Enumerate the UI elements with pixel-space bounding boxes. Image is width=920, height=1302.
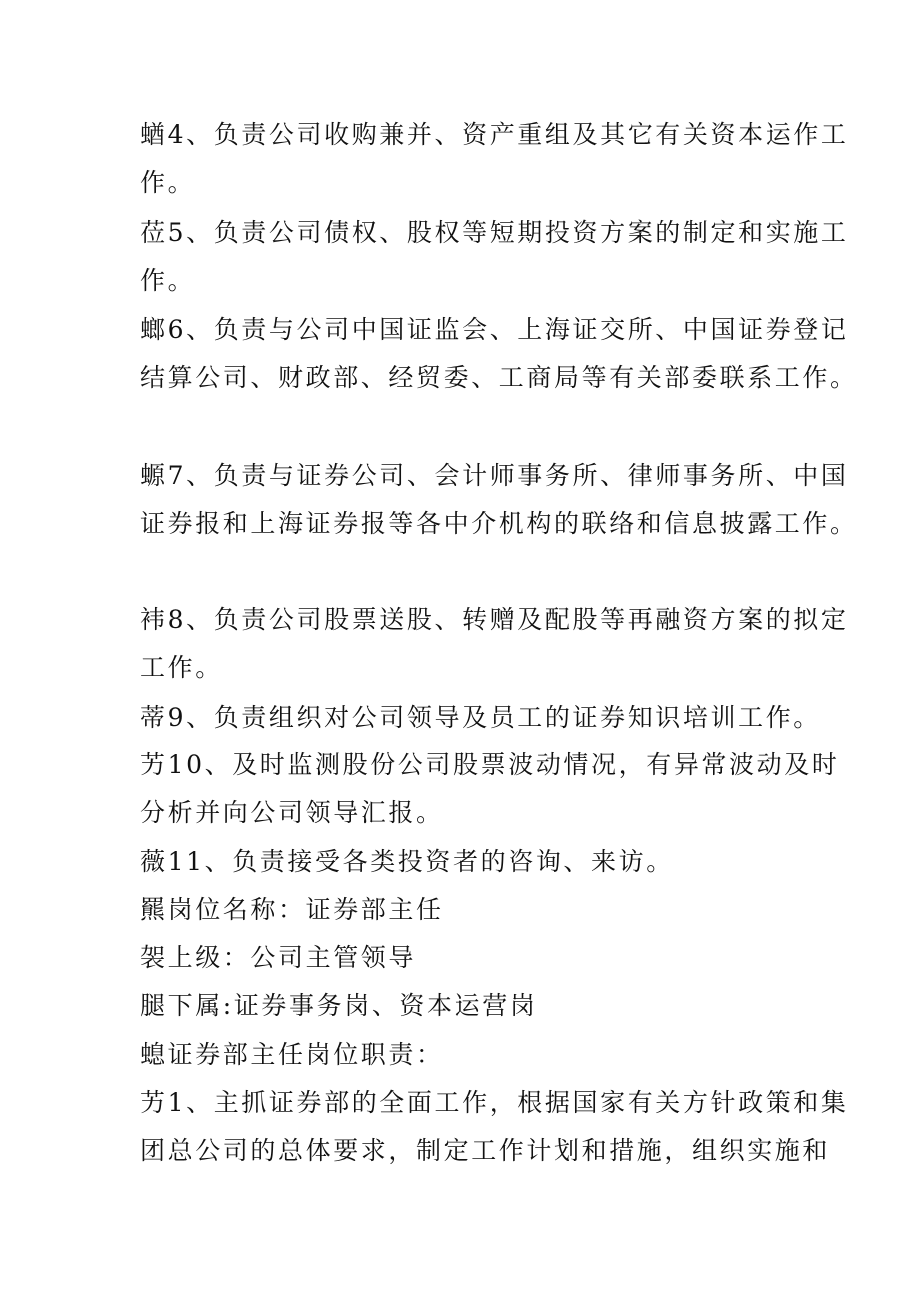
text-line-2: 作。 — [140, 168, 196, 197]
text-line-9: 袆8、负责公司股票送股、转赠及配股等再融资方案的拟定 — [140, 605, 849, 634]
text-line-8: 证券报和上海证券报等各中介机构的联络和信息披露工作。 — [140, 509, 858, 538]
text-line-7: 螈7、负责与证券公司、会计师事务所、律师事务所、中国 — [140, 461, 849, 490]
text-line-17: 腿下属:证券事务岗、资本运营岗 — [140, 991, 538, 1020]
text-line-6: 结算公司、财政部、经贸委、工商局等有关部委联系工作。 — [140, 363, 858, 392]
text-line-1: 蝤4、负责公司收购兼并、资产重组及其它有关资本运作工 — [140, 120, 849, 149]
text-line-19: 艻1、主抓证券部的全面工作，根据国家有关方针政策和集 — [140, 1088, 849, 1117]
text-line-12: 艻10、及时监测股份公司股票波动情况，有异常波动及时 — [140, 750, 840, 779]
text-line-11: 蒂9、负责组织对公司领导及员工的证券知识培训工作。 — [140, 703, 821, 732]
text-line-20: 团总公司的总体要求，制定工作计划和措施，组织实施和 — [140, 1136, 831, 1165]
text-line-13: 分析并向公司领导汇报。 — [140, 798, 444, 827]
text-line-18: 螅证券部主任岗位职责： — [140, 1040, 444, 1069]
text-line-15: 羆岗位名称：证券部主任 — [140, 895, 444, 924]
text-line-5: 螂6、负责与公司中国证监会、上海证交所、中国证券登记 — [140, 315, 849, 344]
text-line-3: 莅5、负责公司债权、股权等短期投资方案的制定和实施工 — [140, 218, 849, 247]
text-line-16: 袈上级：公司主管领导 — [140, 943, 417, 972]
text-line-10: 工作。 — [140, 653, 223, 682]
text-line-4: 作。 — [140, 266, 196, 295]
text-line-14: 薇11、负责接受各类投资者的咨询、来访。 — [140, 847, 674, 876]
